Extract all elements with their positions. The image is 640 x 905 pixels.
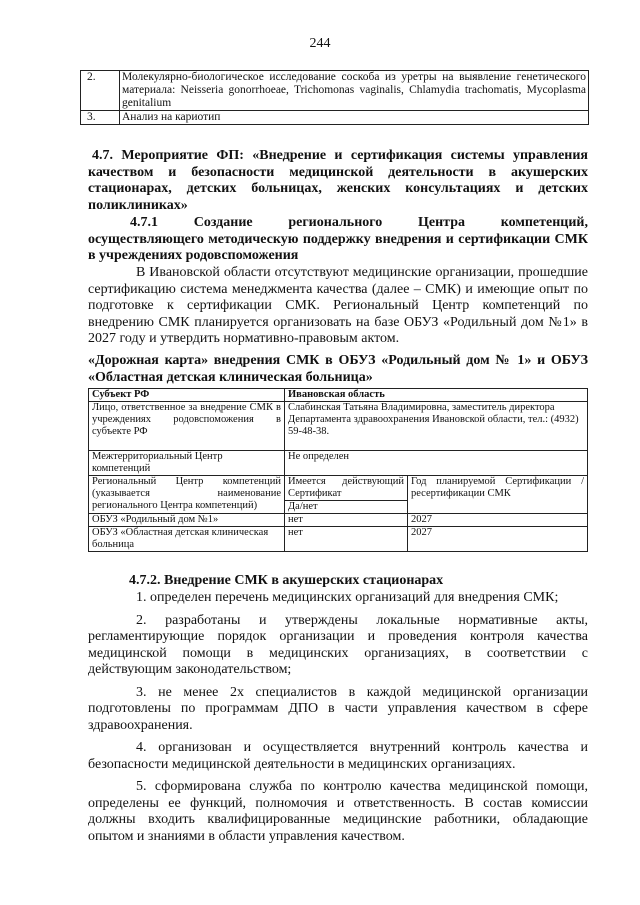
subsection-471-word: регионального: [288, 215, 383, 230]
list-item: 3. не менее 2х специалистов в каждой медицинской организации подготовлены по программам ДПО в части управления качеством в сфере здравоохранения.: [88, 684, 588, 733]
list-item: 5. сформирована служба по контролю качества медицинской помощи, определены ее функций, полномочия и ответственность. В состав комиссии должны входить квалифицированные медицинские работники, обладающие опытом и знаниями в области управления качеством.: [88, 779, 588, 844]
header-subject: Субъект РФ: [89, 389, 285, 402]
section-heading: 4.7. Мероприятие ФП: «Внедрение и сертификация системы управления качеством и безопасности медицинской деятельности в акушерских стационарах, детских больницах, женских консультациях и детских поликлиниках»: [88, 148, 588, 213]
table-row: [89, 527, 588, 552]
interterritorial-value: Не определен: [285, 451, 588, 476]
table-row: [89, 402, 588, 451]
responsible-label: Лицо, ответственное за внедрение СМК в учреждениях родовспоможения в субъекте РФ: [89, 402, 285, 451]
subsection-471-number: 4.7.1: [130, 215, 158, 230]
subsection-471-rest: осуществляющего методическую поддержку внедрения и сертификации СМК в учреждениях родовспоможения: [88, 231, 588, 263]
table-row: [89, 451, 588, 476]
org-cert: нет: [285, 527, 408, 552]
table-row: [89, 514, 588, 527]
yes-no-label: Да/нет: [285, 501, 408, 514]
table-row: [89, 476, 588, 501]
subsection-472-heading: 4.7.2. Внедрение СМК в акушерских стационарах: [129, 573, 444, 588]
page-number: 244: [309, 36, 331, 51]
table-row: [89, 389, 588, 402]
subsection-471-word: компетенций,: [500, 215, 588, 230]
table-row: [81, 71, 589, 111]
org-name: ОБУЗ «Областная детская клиническая больница: [89, 527, 285, 552]
interterritorial-label: Межтерриториальный Центр компетенций: [89, 451, 285, 476]
org-cert: нет: [285, 514, 408, 527]
org-year: 2027: [408, 527, 588, 552]
row-text: Молекулярно-биологическое исследование соскоба из уретры на выявление генетического материала: Neisseria gonorrhoeae, Trichomonas vaginalis, Chlamydia trachomatis, Mycoplasma genitalium: [120, 71, 589, 111]
analysis-table: [80, 70, 589, 125]
row-number: 3.: [81, 111, 120, 125]
year-header: Год планируемой Сертификации / ресертификации СМК: [408, 476, 588, 514]
subsection-471-first-line: [88, 215, 588, 232]
list-item: 1. определен перечень медицинских организаций для внедрения СМК;: [136, 590, 559, 605]
table-row: [81, 111, 589, 125]
org-name: ОБУЗ «Родильный дом №1»: [89, 514, 285, 527]
regional-label: Региональный Центр компетенций (указывается наименование регионального Центра компетенций): [89, 476, 285, 514]
roadmap-table: [88, 388, 588, 552]
row-number: 2.: [81, 71, 120, 111]
subsection-471-word: Создание: [193, 215, 253, 230]
org-year: 2027: [408, 514, 588, 527]
items-list: [88, 590, 588, 845]
subsection-471-word: Центра: [417, 215, 465, 230]
cert-header: Имеется действующий Сертификат: [285, 476, 408, 501]
subsection-471-heading: [88, 215, 588, 265]
responsible-value: Слабинская Татьяна Владимировна, заместитель директора Департамента здравоохранения Ивановской области, тел.: (4932) 59-48-38.: [285, 402, 588, 451]
roadmap-title: «Дорожная карта» внедрения СМК в ОБУЗ «Родильный дом № 1» и ОБУЗ «Областная детская клиническая больница»: [88, 353, 588, 385]
row-text: Анализ на кариотип: [120, 111, 589, 125]
header-region: Ивановская область: [285, 389, 588, 402]
paragraph-471: В Ивановской области отсутствуют медицинские организации, прошедшие сертификацию система менеджмента качества (далее – СМК) и имеющие опыт по подготовке к сертификации СМК. Региональный Центр компетенций по внедрению СМК планируется организовать на базе ОБУЗ «Родильный дом №1» в 2027 году и утвердить нормативно-правовым актом.: [88, 265, 588, 346]
list-item: 2. разработаны и утверждены локальные нормативные акты, регламентирующие порядок организации и проведения контроля качества медицинской помощи в медицинских организациях, в соответствии с действующим законодательством;: [88, 612, 588, 677]
list-item: 4. организован и осуществляется внутренний контроль качества и безопасности медицинской деятельности в медицинских организациях.: [88, 740, 588, 772]
